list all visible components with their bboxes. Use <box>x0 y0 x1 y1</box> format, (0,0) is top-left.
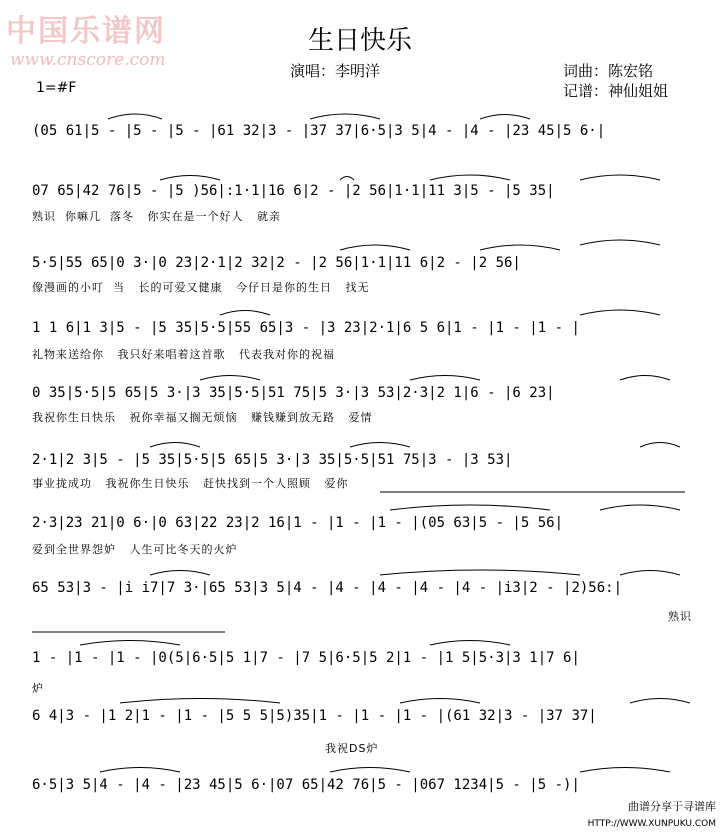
transcriber-name: 神仙姐姐 <box>608 82 669 100</box>
transcriber-label: 记谱： <box>563 82 609 100</box>
lyric-line-10: 我祝DS炉 <box>325 742 379 755</box>
song-title: 生日快乐 <box>307 26 412 56</box>
lyric-line-6: 事业拢成功 我祝你生日快乐 赶快找到一个人照顾 爱你 <box>32 477 349 490</box>
notation-line-6: 2·1|2 3|5 - |5 35|5·5|5 65|5 3·|3 35|5·5|51 75|3 - |3 53| <box>32 452 513 468</box>
notation-line-9: 1 - |1 - |1 - |0(5|6·5|5 1|7 - |7 5|6·5|5 2|1 - |1 5|5·3|3 1|7 6| <box>32 650 580 666</box>
lyric-line-2: 熟识 你嘛几 落冬 你实在是一个好人 就亲 <box>32 210 281 223</box>
notation-line-10: 6 4|3 - |1 2|1 - |1 - |5 5 5|5)35|1 - |1 - |1 - |(61 32|3 - |37 37| <box>32 708 597 724</box>
lyric-line-4: 礼物来送给你 我只好来唱着这首歌 代表我对你的祝福 <box>32 348 335 361</box>
watermark-url: www.cnscore.com <box>10 50 166 70</box>
notation-line-5: 0 35|5·5|5 65|5 3·|3 35|5·5|51 75|5 3·|3 53|2·3|2 1|6 - |6 23| <box>32 385 555 401</box>
lyric-line-7: 爱到全世界怨妒 人生可比冬天的火炉 <box>32 543 238 556</box>
transcriber-credit <box>563 80 668 101</box>
notation-line-2: 07 65|42 76|5 - |5 )56|:1·1|16 6|2 - |2 56|1·1|11 3|5 - |5 35| <box>32 183 555 199</box>
notation-line-7: 2·3|23 21|0 6·|0 63|22 23|2 16|1 - |1 - |1 - |(05 63|5 - |5 56| <box>32 515 564 531</box>
notation-line-8: 65 53|3 - |i i7|7 3·|65 53|3 5|4 - |4 - |4 - |4 - |4 - |i3|2 - |2)56:| <box>32 580 623 596</box>
composer-name: 陈宏铭 <box>608 62 654 80</box>
lyric-line-3: 像漫画的小叮 当 长的可爱又健康 今仔日是你的生日 找无 <box>32 281 370 294</box>
performer-name: 李明洋 <box>335 62 381 80</box>
performer-label: 演唱： <box>290 62 336 80</box>
notation-line-11: 6·5|3 5|4 - |4 - |23 45|5 6·|07 65|42 76|5 - |067 1234|5 - |5 -)| <box>32 777 580 793</box>
composer-credit <box>563 60 653 81</box>
lyric-line-5: 我祝你生日快乐 祝你幸福又搁无烦恼 赚钱赚到放无路 爱情 <box>32 411 373 424</box>
notation-line-3: 5·5|55 65|0 3·|0 23|2·1|2 32|2 - |2 56|1·1|11 6|2 - |2 56| <box>32 255 521 271</box>
lyric-line-9: 炉 <box>32 682 44 695</box>
footer-url: HTTP://WWW.XUNPUKU.COM <box>587 819 716 829</box>
notation-line-4: 1 1 6|1 3|5 - |5 35|5·5|55 65|3 - |3 23|2·1|6 5 6|1 - |1 - |1 - | <box>32 320 580 336</box>
watermark-logo: 中国乐谱网 <box>6 14 166 49</box>
composer-label: 词曲： <box>563 62 609 80</box>
notation-line-1: (05 61|5 - |5 - |5 - |61 32|3 - |37 37|6·5|3 5|4 - |4 - |23 45|5 6·| <box>32 123 606 139</box>
key-signature: 1=#F <box>36 80 77 96</box>
performer-credit <box>290 60 380 81</box>
footer-site: 曲谱分享于寻谱库 <box>628 800 716 813</box>
lyric-line-8: 熟识 <box>668 610 692 623</box>
